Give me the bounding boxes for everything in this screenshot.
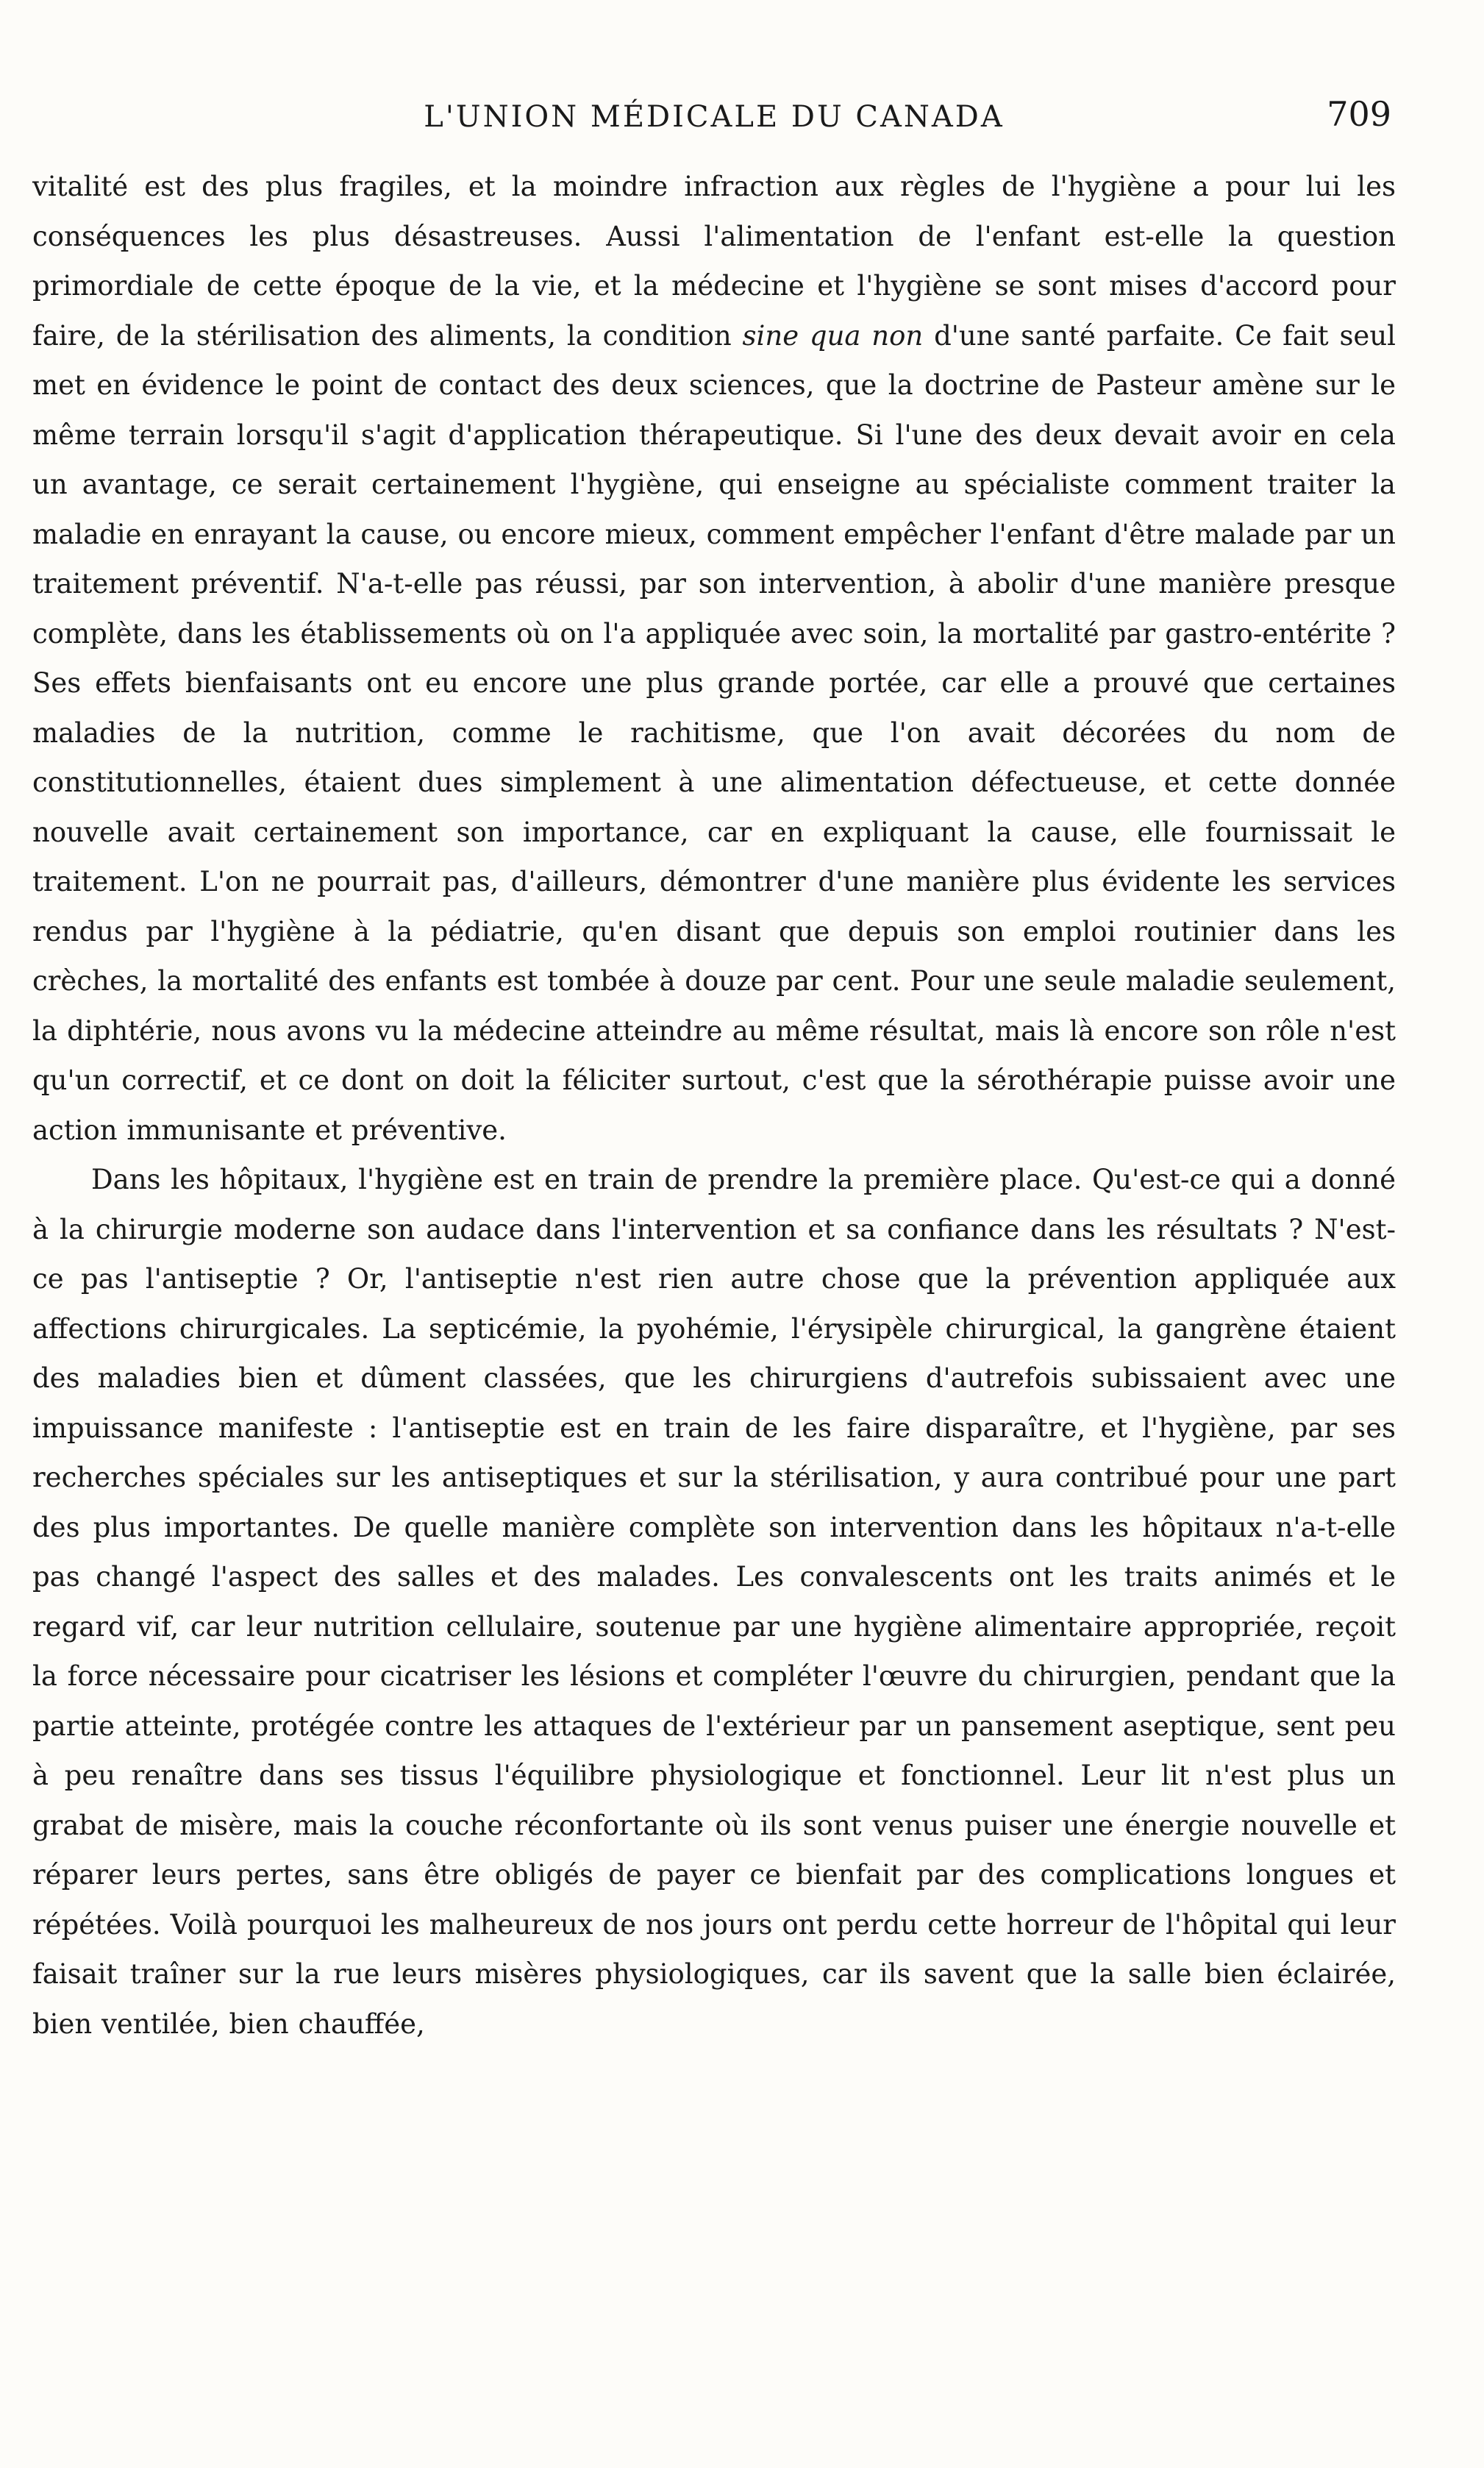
running-head (32, 88, 1396, 132)
running-title: L'UNION MÉDICALE DU CANADA (424, 100, 1005, 134)
paragraph (32, 1155, 1396, 2049)
text-run: vitalité est des plus fragiles, et la moindre infraction aux règles de l'hygiène a pour lui les conséquences les plus désastreuses. Aussi l'alimentation de l'enfant est-elle la question primordiale de cette époque de la vie, et la médecine et l'hygiène se sont mises d'accord pour faire, de la stérilisation des aliments, la condition (32, 171, 1396, 352)
paragraph (32, 162, 1396, 1155)
page-number: 709 (1327, 94, 1391, 134)
text-run: Dans les hôpitaux, l'hygiène est en train de prendre la première place. Qu'est-ce qui a donné à la chirurgie moderne son audace dans l'intervention et sa confiance dans les résultats ? N'est-ce pas l'antiseptie ? Or, l'antiseptie n'est rien autre chose que la prévention appliquée aux affections chirurgicales. La septicémie, la pyohémie, l'érysipèle chirurgical, la gangrène étaient des maladies bien et dûment classées, que les chirurgiens d'autrefois subissaient avec une impuissance manifeste : l'antiseptie est en train de les faire disparaître, et l'hygiène, par ses recherches spéciales sur les antiseptiques et sur la stérilisation, y aura contribué pour une part des plus importantes. De quelle manière complète son intervention dans les hôpitaux n'a-t-elle pas changé l'aspect des salles et des malades. Les convalescents ont les traits animés et le regard vif, car leur nutrition cellulaire, soutenue par une hygiène alimentaire appropriée, reçoit la force nécessaire pour cicatriser les lésions et compléter l'œuvre du chirurgien, pendant que la partie atteinte, protégée contre les attaques de l'extérieur par un pansement aseptique, sent peu à peu renaître dans ses tissus l'équilibre physiologique et fonctionnel. Leur lit n'est plus un grabat de misère, mais la couche réconfortante où ils sont venus puiser une énergie nouvelle et réparer leurs pertes, sans être obligés de payer ce bienfait par des complications longues et répétées. Voilà pourquoi les malheureux de nos jours ont perdu cette horreur de l'hôpital qui leur faisait traîner sur la rue leurs misères physiologiques, car ils savent que la salle bien éclairée, bien ventilée, bien chauffée, (32, 1164, 1396, 2040)
body-text (32, 162, 1396, 2049)
text-run: d'une santé parfaite. Ce fait seul met en évidence le point de contact des deux sciences, que la doctrine de Pasteur amène sur le même terrain lorsqu'il s'agit d'application thérapeutique. Si l'une des deux devait avoir en cela un avantage, ce serait certainement l'hygiène, qui enseigne au spécialiste comment traiter la maladie en enrayant la cause, ou encore mieux, comment empêcher l'enfant d'être malade par un traitement préventif. N'a-t-elle pas réussi, par son intervention, à abolir d'une manière presque complète, dans les établissements où on l'a appliquée avec soin, la mortalité par gastro-entérite ? Ses effets bienfaisants ont eu encore une plus grande portée, car elle a prouvé que certaines maladies de la nutrition, comme le rachitisme, que l'on avait décorées du nom de constitutionnelles, étaient dues simplement à une alimentation défectueuse, et cette donnée nouvelle avait certainement son importance, car en expliquant la cause, elle fournissait le traitement. L'on ne pourrait pas, d'ailleurs, démontrer d'une manière plus évidente les services rendus par l'hygiène à la pédiatrie, qu'en disant que depuis son emploi routinier dans les crèches, la mortalité des enfants est tombée à douze par cent. Pour une seule maladie seulement, la diphtérie, nous avons vu la médecine atteindre au même résultat, mais là encore son rôle n'est qu'un correctif, et ce dont on doit la féliciter surtout, c'est que la sérothérapie puisse avoir une action immunisante et préventive. (32, 319, 1396, 1146)
italic-phrase: sine qua non (742, 319, 924, 352)
